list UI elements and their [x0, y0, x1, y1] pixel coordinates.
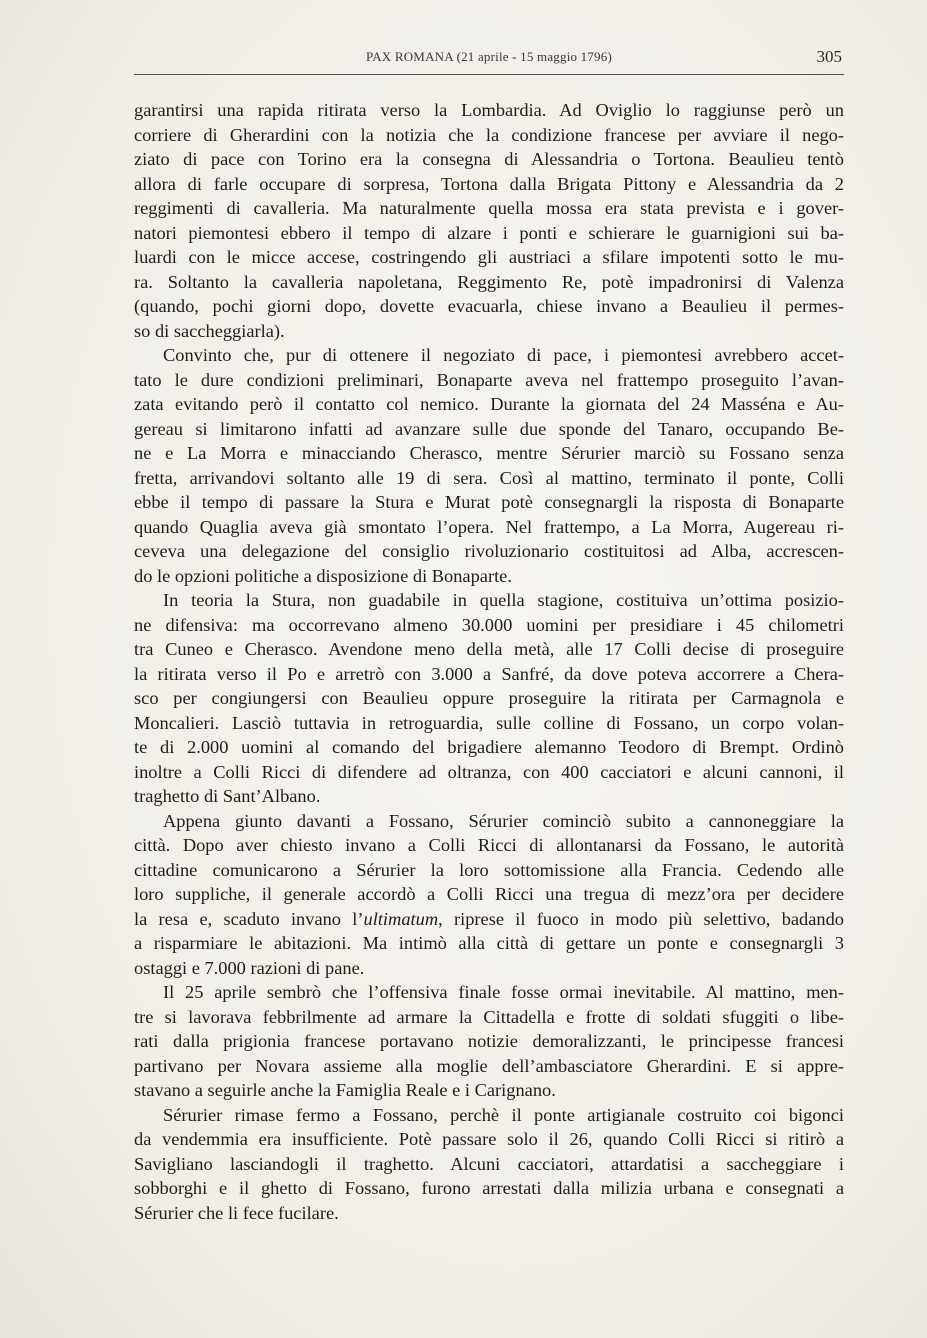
text-line: rati dalla prigionia francese portavano notizie demoralizzanti, le principesse francesi	[134, 1031, 844, 1051]
text-line: cittadine comunicarono a Sérurier la loro sottomissione alla Francia. Cedendo alle	[134, 859, 844, 880]
header-rule	[134, 74, 844, 75]
text-line: Appena giunto davanti a Fossano, Sérurier cominciò subito a cannoneggiare la	[163, 810, 844, 831]
text-line: garantirsi una rapida ritirata verso la Lombardia. Ad Oviglio lo raggiunse però un	[134, 100, 844, 120]
text-line: Sérurier rimase fermo a Fossano, perchè il ponte artigianale costruito coi bigonci	[163, 1104, 844, 1125]
paragraph-6	[134, 1103, 844, 1226]
text-line: so di saccheggiarla).	[134, 320, 285, 341]
text-line: ziato di pace con Torino era la consegna di Alessandria o Tortona. Beaulieu tentò	[134, 149, 844, 169]
text-line: Sérurier che li fece fucilare.	[134, 1202, 339, 1223]
text-line: ceveva una delegazione del consiglio rivoluzionario costituitosi ad Alba, accrescen-	[134, 541, 844, 561]
text-line: tato le dure condizioni preliminari, Bonaparte aveva nel frattempo proseguito l’avan-	[134, 369, 844, 390]
text-line: corriere di Gherardini con la notizia che la condizione francese per avviare il nego-	[134, 124, 844, 145]
text-line: In teoria la Stura, non guadabile in quella stagione, costituiva un’ottima posizio-	[163, 590, 844, 610]
text-line: la ritirata verso il Po e arretrò con 3.000 a Sanfré, da dove poteva accorrere a Chera-	[134, 663, 844, 684]
text-line: tre si lavorava febbrilmente ad armare la Cittadella e frotte di soldati sfuggiti o libe-	[134, 1006, 844, 1027]
text-line: zata evitando però il contatto col nemico. Durante la giornata del 24 Masséna e Au-	[134, 394, 844, 414]
text-line: Moncalieri. Lasciò tuttavia in retroguardia, sulle colline di Fossano, un corpo volan-	[134, 712, 844, 733]
text-line: partivano per Novara assieme alla moglie dell’ambasciatore Gherardini. E si appre-	[134, 1055, 844, 1076]
text-line: loro suppliche, il generale accordò a Colli Ricci una tregua di mezz’ora per decidere	[134, 884, 844, 904]
text-line: natori piemontesi ebbero il tempo di alzare i ponti e schierare le guarnigioni sui ba-	[134, 222, 844, 243]
text-line-with-italic	[134, 907, 844, 932]
text-line: Il 25 aprile sembrò che l’offensiva finale fosse ormai inevitabile. Al mattino, men-	[163, 982, 844, 1002]
text-line: sco per congiungersi con Beaulieu oppure proseguire la ritirata per Carmagnola e	[134, 688, 844, 708]
text-line: sobborghi e il ghetto di Fossano, furono arrestati dalla milizia urbana e consegnati a	[134, 1178, 844, 1198]
running-head	[134, 47, 844, 71]
paragraph-5	[134, 980, 844, 1103]
text-line: ostaggi e 7.000 razioni di pane.	[134, 957, 365, 978]
paragraph-4	[134, 809, 844, 981]
text-line: fretta, arrivandovi soltanto alle 19 di sera. Così al mattino, terminato il ponte, Colli	[134, 467, 844, 488]
text-line: ra. Soltanto la cavalleria napoletana, Reggimento Re, potè impadronirsi di Valenza	[134, 271, 844, 292]
text-line: reggimenti di cavalleria. Ma naturalmente quella mossa era stata prevista e i gover-	[134, 198, 844, 218]
text-line: città. Dopo aver chiesto invano a Colli Ricci di allontanarsi da Fossano, le autorità	[134, 835, 844, 855]
text-line: traghetto di Sant’Albano.	[134, 786, 321, 806]
text-line: da vendemmia era insufficiente. Potè passare solo il 26, quando Colli Ricci si ritirò a	[134, 1129, 844, 1149]
text-line: stavano a seguirle anche la Famiglia Reale e i Carignano.	[134, 1080, 556, 1100]
text-line: Savigliano lasciandogli il traghetto. Alcuni cacciatori, attardatisi a saccheggiare i	[134, 1153, 844, 1174]
text-segment: la resa e, scaduto invano l’	[134, 908, 364, 929]
text-segment: , riprese il fuoco in modo più selettivo, badando	[438, 908, 844, 929]
text-line: quando Quaglia aveva già smontato l’opera. Nel frattempo, a La Morra, Augereau ri-	[134, 516, 844, 537]
text-line: (quando, pochi giorni dopo, dovette evacuarla, chiese invano a Beaulieu il permes-	[134, 296, 844, 316]
text-line: luardi con le micce accese, costringendo gli austriaci a sfilare impotenti sotto le mu-	[134, 247, 844, 267]
italic-term: ultimatum	[363, 908, 439, 929]
text-line: ne difensiva: ma occorrevano almeno 30.000 uomini per presidiare i 45 chilometri	[134, 614, 844, 635]
running-title: PAX ROMANA (21 aprile - 15 maggio 1796)	[365, 49, 612, 64]
text-line: allora di farle occupare di sorpresa, Tortona dalla Brigata Pittony e Alessandria da 2	[134, 173, 844, 194]
text-line: ebbe il tempo di passare la Stura e Murat potè consegnargli la risposta di Bonaparte	[134, 492, 844, 512]
text-line: Convinto che, pur di ottenere il negoziato di pace, i piemontesi avrebbero accet-	[163, 345, 844, 365]
text-line: a risparmiare le abitazioni. Ma intimò alla città di gettare un ponte e consegnargli 3	[134, 933, 844, 953]
text-line: te di 2.000 uomini al comando del brigadiere alemanno Teodoro di Brempt. Ordinò	[134, 737, 844, 757]
body-text	[134, 98, 844, 1225]
paragraph-3	[134, 588, 844, 809]
text-line: gereau si limitarono infatti ad avanzare sulle due sponde del Tanaro, occupando Be-	[134, 418, 844, 439]
text-line: tra Cuneo e Cherasco. Avendone meno della metà, alle 17 Colli decise di proseguire	[134, 639, 844, 659]
text-line: inoltre a Colli Ricci di difendere ad oltranza, con 400 cacciatori e alcuni cannoni, il	[134, 761, 844, 782]
page-number: 305	[816, 47, 842, 66]
paragraph-1	[134, 98, 844, 343]
text-line: do le opzioni politiche a disposizione di Bonaparte.	[134, 565, 512, 586]
paragraph-2	[134, 343, 844, 588]
text-line: ne e La Morra e minacciando Cherasco, mentre Sérurier marciò su Fossano senza	[134, 443, 844, 463]
